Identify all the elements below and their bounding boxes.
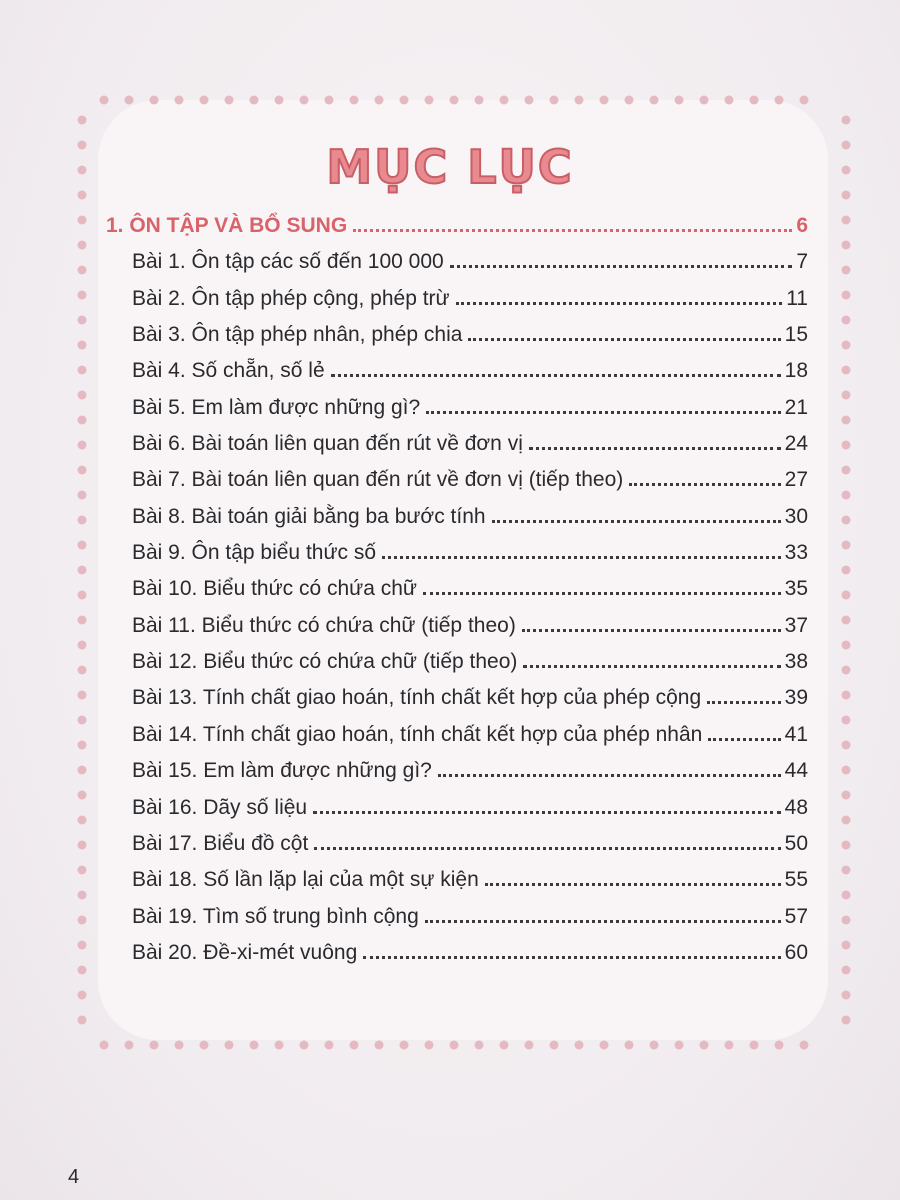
- toc-chapter[interactable]: [106, 200, 808, 238]
- toc-item[interactable]: [106, 420, 808, 456]
- border-dot: [78, 116, 87, 125]
- border-dot: [725, 1041, 734, 1050]
- toc-item-label: Bài 11. Biểu thức có chứa chữ (tiếp theo): [132, 613, 516, 637]
- toc-item-label: Bài 14. Tính chất giao hoán, tính chất kết hợp của phép nhân: [132, 722, 703, 746]
- border-dot: [78, 441, 87, 450]
- border-dot: [78, 866, 87, 875]
- toc-item[interactable]: [106, 347, 808, 383]
- toc-item-page: 15: [784, 323, 808, 347]
- border-dot: [550, 1041, 559, 1050]
- border-dot: [842, 841, 851, 850]
- dot-leader: [522, 628, 781, 632]
- border-dot: [650, 1041, 659, 1050]
- toc-item-page: 57: [784, 904, 808, 928]
- border-dot: [800, 1041, 809, 1050]
- border-dot: [200, 1041, 209, 1050]
- border-dot: [842, 916, 851, 925]
- dot-leader: [523, 664, 780, 668]
- toc-item-page: 41: [784, 722, 808, 746]
- border-dot: [842, 591, 851, 600]
- border-dot: [78, 391, 87, 400]
- border-dot: [78, 291, 87, 300]
- toc-item-label: Bài 5. Em làm được những gì?: [132, 395, 421, 419]
- toc-item-label: Bài 19. Tìm số trung bình cộng: [132, 904, 419, 928]
- border-dot: [842, 716, 851, 725]
- border-dot: [78, 316, 87, 325]
- border-dot: [78, 591, 87, 600]
- border-dot: [842, 416, 851, 425]
- border-dot: [600, 1041, 609, 1050]
- border-dot: [625, 1041, 634, 1050]
- border-dot: [78, 791, 87, 800]
- border-dot: [78, 766, 87, 775]
- border-dot: [475, 1041, 484, 1050]
- border-dot: [78, 666, 87, 675]
- toc-item[interactable]: [106, 274, 808, 310]
- toc-item-page: 18: [784, 359, 808, 383]
- toc-item-page: 50: [784, 831, 808, 855]
- dot-leader: [485, 882, 781, 886]
- page-number: 4: [68, 1166, 80, 1188]
- toc-item[interactable]: [106, 565, 808, 601]
- border-dot: [842, 516, 851, 525]
- dot-leader: [456, 301, 783, 305]
- border-dot: [78, 366, 87, 375]
- border-dot: [842, 216, 851, 225]
- toc-item[interactable]: [106, 747, 808, 783]
- dot-leader: [450, 264, 793, 268]
- border-dot: [842, 816, 851, 825]
- toc-item-label: Bài 12. Biểu thức có chứa chữ (tiếp theo): [132, 650, 518, 674]
- border-dot: [750, 1041, 759, 1050]
- toc-item-label: Bài 18. Số lần lặp lại của một sự kiện: [132, 868, 479, 892]
- border-dot: [842, 866, 851, 875]
- toc-item-page: 7: [796, 250, 808, 274]
- toc-item-page: 48: [784, 795, 808, 819]
- border-dot: [78, 241, 87, 250]
- border-dot: [78, 1016, 87, 1025]
- toc-item-page: 60: [784, 940, 808, 964]
- toc-item[interactable]: [106, 783, 808, 819]
- border-dot: [842, 616, 851, 625]
- toc-item-label: Bài 8. Bài toán giải bằng ba bước tính: [132, 504, 486, 528]
- border-dot: [842, 316, 851, 325]
- border-dot: [78, 616, 87, 625]
- border-dot: [78, 816, 87, 825]
- toc-item[interactable]: [106, 674, 808, 710]
- toc-item-page: 11: [786, 286, 808, 310]
- toc-item-page: 33: [784, 541, 808, 565]
- toc-item[interactable]: [106, 529, 808, 565]
- border-dot: [675, 1041, 684, 1050]
- toc-item[interactable]: [106, 601, 808, 637]
- toc-item-label: Bài 2. Ôn tập phép cộng, phép trừ: [132, 286, 450, 310]
- border-dot: [78, 941, 87, 950]
- border-dot: [275, 1041, 284, 1050]
- border-dot: [78, 741, 87, 750]
- dot-leader: [438, 773, 781, 777]
- border-dot: [842, 466, 851, 475]
- dot-leader: [492, 519, 781, 523]
- border-dot: [78, 541, 87, 550]
- border-dot: [100, 96, 109, 105]
- border-dot: [250, 1041, 259, 1050]
- border-dot: [842, 1016, 851, 1025]
- toc-item-label: Bài 1. Ôn tập các số đến 100 000: [132, 250, 444, 274]
- toc-item-page: 44: [784, 759, 808, 783]
- toc-item-label: Bài 7. Bài toán liên quan đến rút về đơn vị (tiếp theo): [132, 468, 624, 492]
- table-of-contents: [106, 200, 808, 965]
- border-dot: [350, 1041, 359, 1050]
- toc-item-page: 27: [784, 468, 808, 492]
- border-dot: [425, 1041, 434, 1050]
- toc-item[interactable]: [106, 238, 808, 274]
- toc-item-label: Bài 13. Tính chất giao hoán, tính chất kết hợp của phép cộng: [132, 686, 702, 710]
- dot-leader: [529, 446, 781, 450]
- dot-leader: [629, 482, 780, 486]
- border-dot: [842, 966, 851, 975]
- border-dot: [842, 691, 851, 700]
- border-dot: [842, 116, 851, 125]
- border-dot: [78, 716, 87, 725]
- toc-item-page: 38: [784, 650, 808, 674]
- border-dot: [775, 1041, 784, 1050]
- border-dot: [842, 891, 851, 900]
- border-dot: [842, 766, 851, 775]
- border-dot: [575, 1041, 584, 1050]
- dot-leader: [468, 337, 780, 341]
- toc-item-page: 37: [784, 613, 808, 637]
- toc-item[interactable]: [106, 820, 808, 856]
- toc-item-page: 24: [784, 432, 808, 456]
- border-dot: [842, 566, 851, 575]
- border-dot: [842, 541, 851, 550]
- toc-item[interactable]: [106, 892, 808, 928]
- toc-item[interactable]: [106, 929, 808, 965]
- border-dot: [842, 291, 851, 300]
- dot-leader: [426, 410, 780, 414]
- dot-leader: [363, 955, 780, 959]
- border-dot: [78, 641, 87, 650]
- border-dot: [100, 1041, 109, 1050]
- toc-item[interactable]: [106, 856, 808, 892]
- border-dot: [842, 266, 851, 275]
- border-dot: [842, 791, 851, 800]
- border-dot: [700, 1041, 709, 1050]
- toc-item-label: Bài 10. Biểu thức có chứa chữ: [132, 577, 417, 601]
- border-dot: [125, 1041, 134, 1050]
- dot-leader: [314, 846, 780, 850]
- border-dot: [78, 341, 87, 350]
- chapter-page: 6: [796, 214, 808, 237]
- border-dot: [842, 941, 851, 950]
- border-dot: [78, 841, 87, 850]
- border-dot: [125, 96, 134, 105]
- border-dot: [78, 891, 87, 900]
- border-dot: [400, 1041, 409, 1050]
- border-dot: [842, 241, 851, 250]
- border-dot: [800, 96, 809, 105]
- border-dot: [842, 741, 851, 750]
- toc-item[interactable]: [106, 492, 808, 528]
- dot-leader: [353, 228, 792, 232]
- dot-leader: [425, 919, 781, 923]
- border-dot: [842, 341, 851, 350]
- border-dot: [175, 1041, 184, 1050]
- toc-item[interactable]: [106, 311, 808, 347]
- toc-item-label: Bài 16. Dãy số liệu: [132, 795, 308, 819]
- toc-item-label: Bài 9. Ôn tập biểu thức số: [132, 541, 377, 565]
- border-dot: [375, 1041, 384, 1050]
- border-dot: [78, 516, 87, 525]
- toc-item-label: Bài 20. Đề-xi-mét vuông: [132, 940, 358, 964]
- toc-item[interactable]: [106, 456, 808, 492]
- toc-item-label: Bài 6. Bài toán liên quan đến rút về đơn vị: [132, 432, 523, 456]
- toc-item-page: 39: [784, 686, 808, 710]
- border-dot: [300, 1041, 309, 1050]
- toc-item-label: Bài 4. Số chẵn, số lẻ: [132, 359, 325, 383]
- dot-leader: [707, 700, 781, 704]
- dot-leader: [382, 555, 781, 559]
- toc-item-label: Bài 17. Biểu đồ cột: [132, 831, 309, 855]
- border-dot: [78, 466, 87, 475]
- dot-leader: [313, 810, 781, 814]
- border-dot: [78, 691, 87, 700]
- border-dot: [842, 366, 851, 375]
- border-dot: [78, 216, 87, 225]
- border-dot: [450, 1041, 459, 1050]
- border-dot: [842, 441, 851, 450]
- border-dot: [78, 566, 87, 575]
- border-dot: [150, 1041, 159, 1050]
- dot-leader: [331, 373, 781, 377]
- border-dot: [225, 1041, 234, 1050]
- border-dot: [78, 966, 87, 975]
- border-dot: [78, 991, 87, 1000]
- toc-item-page: 30: [784, 504, 808, 528]
- toc-item[interactable]: [106, 383, 808, 419]
- border-dot: [78, 491, 87, 500]
- toc-item-label: Bài 3. Ôn tập phép nhân, phép chia: [132, 323, 463, 347]
- border-dot: [842, 491, 851, 500]
- page-title: MỤC LỤC: [326, 140, 574, 194]
- toc-item-page: 55: [784, 868, 808, 892]
- border-dot: [78, 266, 87, 275]
- border-dot: [842, 991, 851, 1000]
- border-dot: [842, 666, 851, 675]
- toc-item-label: Bài 15. Em làm được những gì?: [132, 759, 432, 783]
- border-dot: [842, 641, 851, 650]
- border-dot: [525, 1041, 534, 1050]
- dot-leader: [423, 591, 781, 595]
- border-dot: [500, 1041, 509, 1050]
- toc-item-page: 35: [784, 577, 808, 601]
- border-dot: [78, 416, 87, 425]
- border-dot: [78, 916, 87, 925]
- dot-leader: [708, 737, 780, 741]
- chapter-label: 1. ÔN TẬP VÀ BỔ SUNG: [106, 214, 348, 237]
- toc-item[interactable]: [106, 710, 808, 746]
- toc-item[interactable]: [106, 638, 808, 674]
- border-dot: [842, 391, 851, 400]
- border-dot: [325, 1041, 334, 1050]
- toc-item-page: 21: [784, 395, 808, 419]
